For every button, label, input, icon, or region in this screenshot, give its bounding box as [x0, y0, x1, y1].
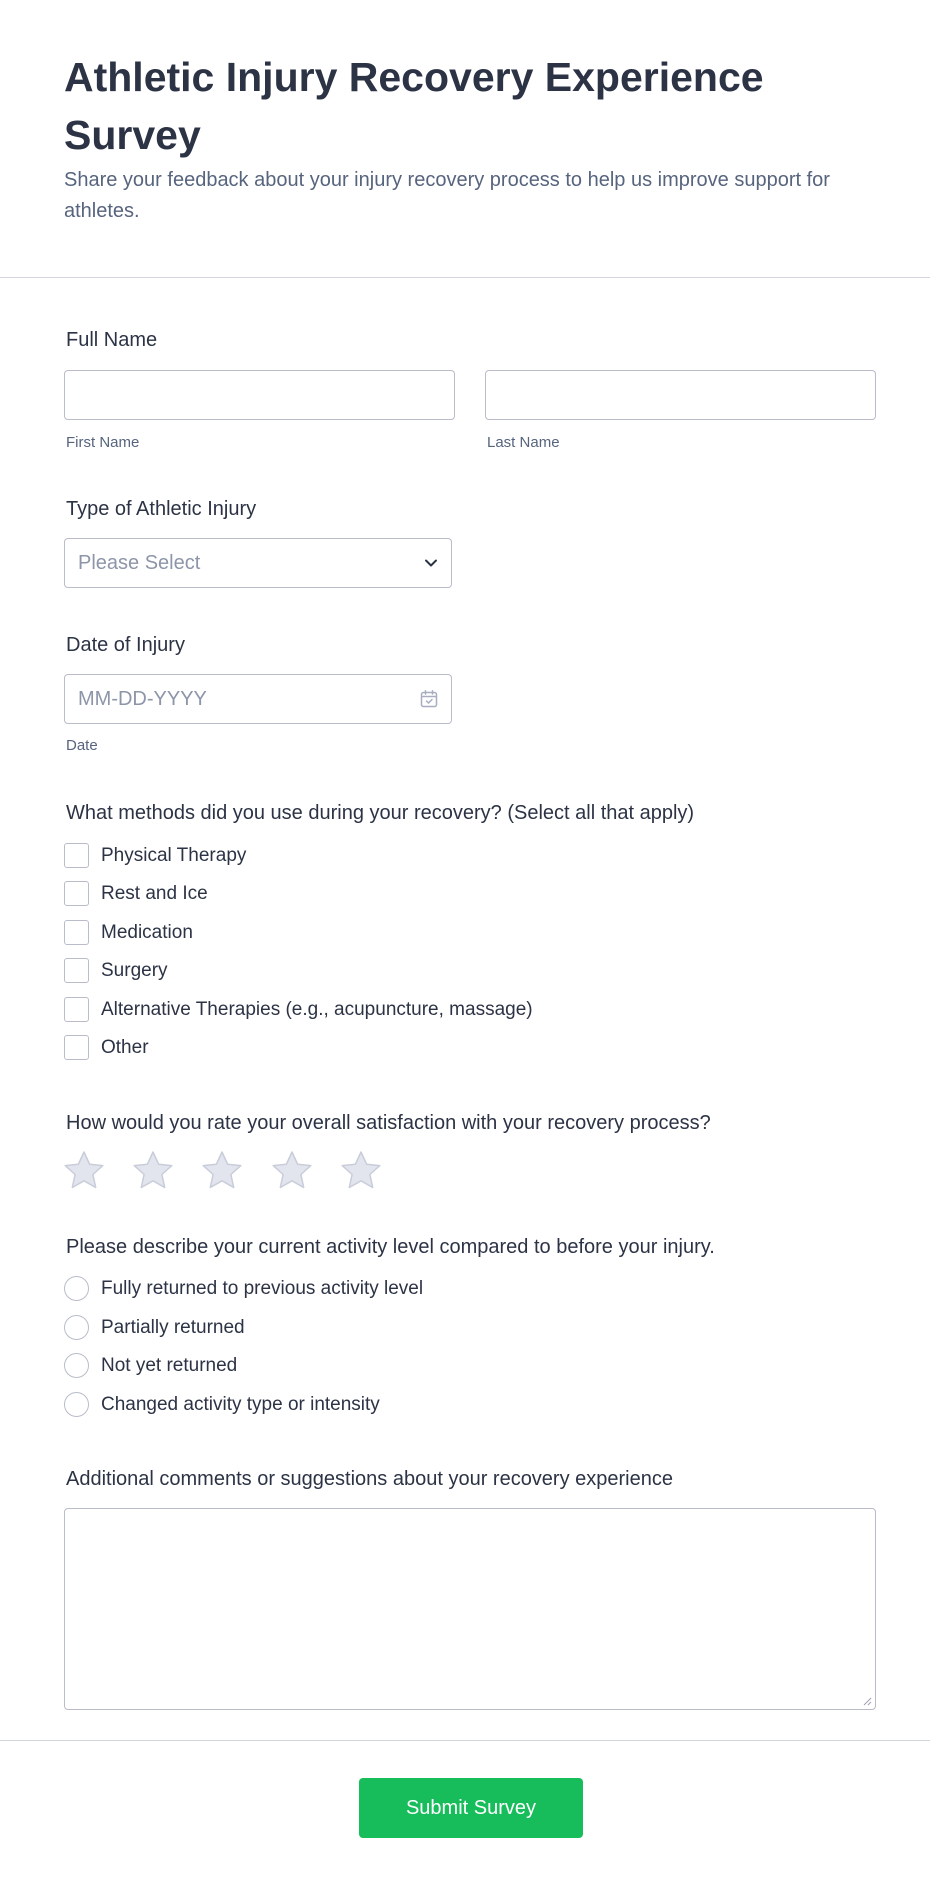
- radio-label: Fully returned to previous activity level: [101, 1278, 424, 1299]
- injury-date-placeholder: MM-DD-YYYY: [78, 688, 207, 710]
- checkbox-label: Medication: [101, 922, 193, 943]
- checkbox-label: Other: [101, 1037, 149, 1058]
- star-icon[interactable]: [63, 1150, 105, 1190]
- radio-label: Changed activity type or intensity: [101, 1394, 380, 1415]
- full-name-label: Full Name: [66, 329, 158, 351]
- first-name-sublabel: First Name: [66, 434, 140, 451]
- page-subtitle: Share your feedback about your injury recovery process to help us improve support for athletes.: [64, 169, 830, 222]
- star-icon[interactable]: [201, 1150, 243, 1190]
- checkbox-label: Rest and Ice: [101, 883, 208, 904]
- injury-type-placeholder: Please Select: [78, 552, 201, 574]
- checkbox[interactable]: [64, 881, 89, 906]
- injury-date-label: Date of Injury: [66, 634, 185, 656]
- checkbox[interactable]: [64, 997, 89, 1022]
- chevron-down-icon: [421, 553, 441, 573]
- satisfaction-label: How would you rate your overall satisfaction with your recovery process?: [66, 1112, 711, 1134]
- page-title: Athletic Injury Recovery Experience Survey: [64, 54, 764, 158]
- footer-divider: [0, 1740, 930, 1741]
- checkbox[interactable]: [64, 958, 89, 983]
- checkbox-label: Physical Therapy: [101, 845, 247, 866]
- injury-type-label: Type of Athletic Injury: [66, 498, 257, 520]
- checkbox[interactable]: [64, 920, 89, 945]
- star-icon[interactable]: [271, 1150, 313, 1190]
- form-header: [0, 0, 930, 278]
- comments-textarea[interactable]: [64, 1508, 876, 1710]
- radio-button[interactable]: [64, 1353, 89, 1378]
- injury-date-input[interactable]: [64, 674, 452, 724]
- star-icon[interactable]: [132, 1150, 174, 1190]
- injury-type-select[interactable]: [64, 538, 452, 588]
- activity-label: Please describe your current activity level compared to before your injury.: [66, 1236, 715, 1258]
- star-icon[interactable]: [340, 1150, 382, 1190]
- methods-label: What methods did you use during your recovery? (Select all that apply): [66, 802, 695, 824]
- checkbox-label: Surgery: [101, 960, 168, 981]
- checkbox[interactable]: [64, 843, 89, 868]
- radio-label: Not yet returned: [101, 1355, 238, 1376]
- checkbox[interactable]: [64, 1035, 89, 1060]
- checkbox-label: Alternative Therapies (e.g., acupuncture, massage): [101, 999, 533, 1020]
- submit-button[interactable]: Submit Survey: [359, 1778, 583, 1838]
- last-name-sublabel: Last Name: [487, 434, 560, 451]
- radio-button[interactable]: [64, 1315, 89, 1340]
- comments-label: Additional comments or suggestions about your recovery experience: [66, 1468, 673, 1490]
- calendar-icon[interactable]: [419, 689, 439, 709]
- radio-label: Partially returned: [101, 1317, 245, 1338]
- last-name-input[interactable]: [485, 370, 876, 420]
- injury-date-sublabel: Date: [66, 737, 98, 754]
- resize-handle-icon[interactable]: [862, 1696, 872, 1706]
- radio-button[interactable]: [64, 1276, 89, 1301]
- radio-button[interactable]: [64, 1392, 89, 1417]
- first-name-input[interactable]: [64, 370, 455, 420]
